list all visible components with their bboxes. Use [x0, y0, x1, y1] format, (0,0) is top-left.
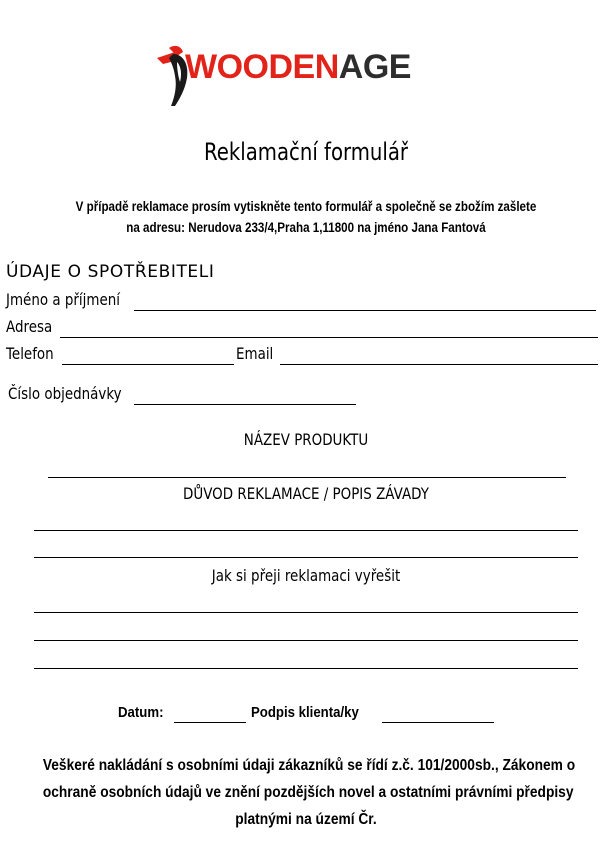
- order-number-field[interactable]: [134, 404, 356, 405]
- intro-line-2: na adresu: Nerudova 233/4,Praha 1,11800 na jméno Jana Fantová: [126, 220, 486, 235]
- resolution-line-2[interactable]: [34, 640, 578, 641]
- complaint-reason-line-2[interactable]: [34, 557, 578, 558]
- footer-line-1: Veškeré nakládání s osobními údaji zákazníků se řídí z.č. 101/2000sb., Zákonem o: [42, 757, 576, 774]
- brand-part-age: AGE: [338, 48, 411, 86]
- complaint-reason-label: DŮVOD REKLAMACE / POPIS ZÁVADY: [183, 484, 429, 503]
- name-label: Jméno a příjmení: [6, 290, 120, 309]
- email-label: Email: [236, 344, 274, 363]
- resolution-line-1[interactable]: [34, 612, 578, 613]
- address-field[interactable]: [60, 337, 598, 338]
- woodenage-logo: [155, 40, 455, 110]
- date-label: Datum:: [118, 704, 164, 721]
- footer-line-2: ochraně osobních údajů ve znění pozdějších novel a ostatními právními předpisy: [42, 784, 574, 801]
- product-name-label: NÁZEV PRODUKTU: [243, 430, 369, 449]
- brand-wordmark: [185, 48, 411, 87]
- footer-line-3: platnými na území Čr.: [235, 811, 377, 828]
- date-field[interactable]: [174, 722, 246, 723]
- name-field[interactable]: [134, 310, 596, 311]
- intro-line-1: V případě reklamace prosím vytiskněte tento formulář a společně se zbožím zašlete: [75, 199, 537, 214]
- page-title: Reklamační formulář: [203, 138, 409, 166]
- signature-field[interactable]: [382, 722, 494, 723]
- resolution-line-3[interactable]: [34, 668, 578, 669]
- brand-part-wooden: WOODEN: [185, 48, 339, 86]
- phone-field[interactable]: [62, 364, 234, 365]
- order-number-label: Číslo objednávky: [8, 384, 122, 403]
- phone-label: Telefon: [6, 344, 54, 363]
- product-name-field[interactable]: [48, 477, 566, 478]
- complaint-reason-line-1[interactable]: [34, 530, 578, 531]
- address-label: Adresa: [6, 317, 53, 336]
- consumer-section-heading: ÚDAJE O SPOTŘEBITELI: [6, 262, 215, 282]
- email-field[interactable]: [280, 364, 598, 365]
- signature-label: Podpis klienta/ky: [251, 704, 359, 721]
- resolution-label: Jak si přeji reklamaci vyřešit: [211, 566, 401, 585]
